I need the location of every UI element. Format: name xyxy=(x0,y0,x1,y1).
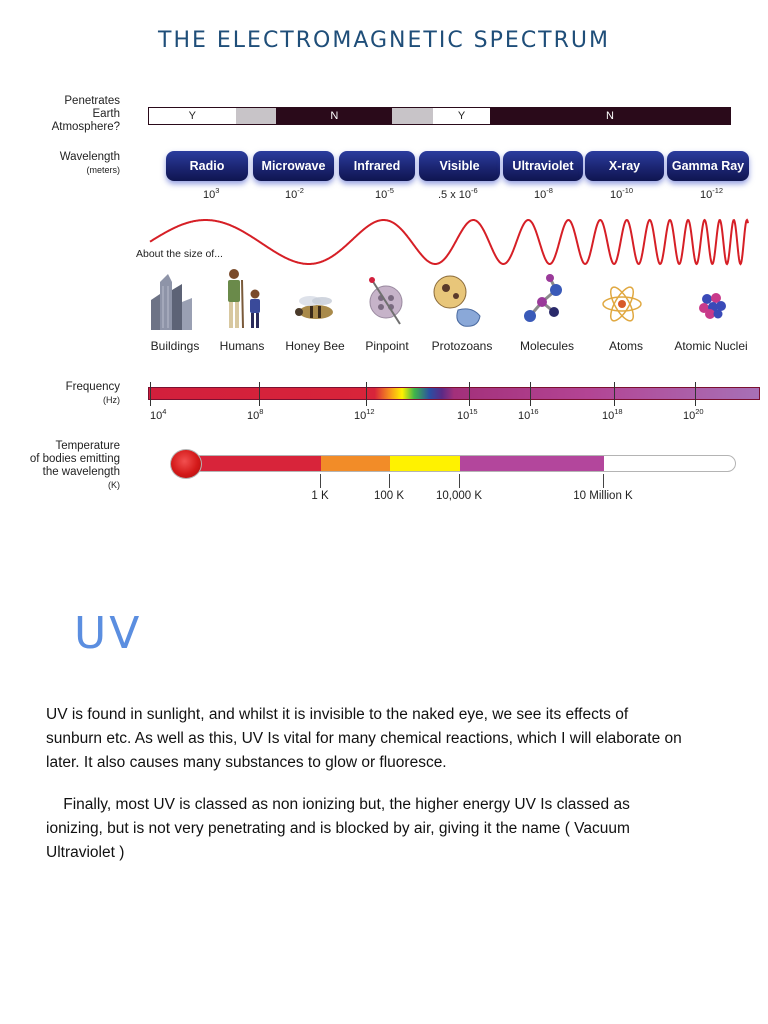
temperature-tick xyxy=(320,474,321,488)
frequency-tick xyxy=(150,382,151,406)
frequency-tick-label: $10^8$ xyxy=(247,407,264,422)
temperature-tick-label: 10,000 K xyxy=(435,490,483,502)
size-caption: Atomic Nuclei xyxy=(674,339,748,353)
frequency-tick xyxy=(366,382,367,406)
wavelength-value: $10^{-8}$ xyxy=(534,186,553,201)
thermometer-bulb xyxy=(170,449,202,479)
band-visible: Visible xyxy=(419,151,500,181)
frequency-tick-label: $10^{12}$ xyxy=(354,407,375,422)
frequency-tick-label: $10^{18}$ xyxy=(602,407,623,422)
wave-line xyxy=(150,220,748,264)
atomic-nuclei-icon xyxy=(694,286,730,322)
wavelength-value: $10^{-5}$ xyxy=(375,186,394,201)
frequency-unit: (Hz) xyxy=(103,395,120,405)
atmosphere-label-line: Penetrates xyxy=(64,95,120,107)
thermometer-fill-red xyxy=(187,456,321,471)
temperature-label-line: the wavelength xyxy=(42,466,120,478)
temperature-tick xyxy=(603,474,604,488)
temperature-label xyxy=(30,440,120,492)
about-size-label: About the size of... xyxy=(136,248,223,260)
wave-graphic xyxy=(0,200,768,280)
size-caption: Honey Bee xyxy=(285,339,345,353)
band-radio: Radio xyxy=(166,151,248,181)
molecules-icon xyxy=(520,272,568,330)
size-caption: Buildings xyxy=(150,339,200,353)
temperature-label-line: Temperature xyxy=(55,440,120,452)
frequency-tick-label: $10^4$ xyxy=(150,407,167,422)
wavelength-value: $10^{-2}$ xyxy=(285,186,304,201)
wavelength-label-text: Wavelength xyxy=(59,151,120,163)
atmosphere-label-line: Atmosphere? xyxy=(51,121,120,133)
band-microwave: Microwave xyxy=(253,151,334,181)
wavelength-value: $10^{-10}$ xyxy=(610,186,634,201)
atoms-icon xyxy=(600,282,644,326)
wavelength-value: $10^3$ xyxy=(203,186,220,201)
frequency-tick xyxy=(614,382,615,406)
page-title: THE ELECTROMAGNETIC SPECTRUM xyxy=(158,28,610,53)
thermometer-fill-purple xyxy=(460,456,604,471)
protozoans-icon xyxy=(428,270,488,332)
wavelength-value: .5 x $10^{-6}$ xyxy=(438,186,478,201)
size-caption: Protozoans xyxy=(431,339,493,353)
frequency-tick-label: $10^{20}$ xyxy=(683,407,704,422)
frequency-label xyxy=(66,381,120,407)
wavelength-unit: (meters) xyxy=(86,165,120,175)
wavelength-label xyxy=(60,151,120,177)
frequency-tick xyxy=(530,382,531,406)
humans-icon xyxy=(218,266,268,332)
frequency-tick xyxy=(469,382,470,406)
frequency-bar xyxy=(148,387,760,400)
buildings-icon xyxy=(146,272,196,332)
atmosphere-label-line: Earth xyxy=(92,108,120,120)
pinpoint-icon xyxy=(364,272,408,332)
size-caption: Atoms xyxy=(608,339,643,353)
temperature-unit: (K) xyxy=(108,480,120,490)
atmosphere-segment: Y xyxy=(433,108,490,124)
frequency-tick-label: $10^{15}$ xyxy=(457,407,478,422)
size-caption: Molecules xyxy=(519,339,575,353)
atmosphere-segment: N xyxy=(490,108,730,124)
atmosphere-segment xyxy=(392,108,433,124)
temperature-tick xyxy=(459,474,460,488)
band-gamma-ray: Gamma Ray xyxy=(667,151,749,181)
uv-heading: UV xyxy=(74,608,143,659)
honey-bee-icon xyxy=(290,290,342,326)
thermometer-fill-yellow xyxy=(390,456,460,471)
atmosphere-segment xyxy=(236,108,277,124)
temperature-label-line: of bodies emitting xyxy=(29,453,120,465)
size-caption: Pinpoint xyxy=(365,339,409,353)
atmosphere-segment: N xyxy=(276,108,392,124)
band-x-ray: X-ray xyxy=(585,151,664,181)
frequency-tick xyxy=(259,382,260,406)
atmosphere-label xyxy=(52,95,120,134)
atmosphere-bar xyxy=(148,107,731,125)
temperature-tick xyxy=(389,474,390,488)
temperature-tick-label: 1 K xyxy=(311,490,329,502)
thermometer-fill-orange xyxy=(321,456,390,471)
temperature-tick-label: 10 Million K xyxy=(573,490,633,502)
temperature-tick-label: 100 K xyxy=(373,490,405,502)
frequency-tick-label: $10^{16}$ xyxy=(518,407,539,422)
band-ultraviolet: Ultraviolet xyxy=(503,151,583,181)
atmosphere-segment: Y xyxy=(149,108,236,124)
band-infrared: Infrared xyxy=(339,151,415,181)
paragraph-1: UV is found in sunlight, and whilst it is invisible to the naked eye, we see its effects of sunburn etc. As well as this, UV Is vital for many chemical reactions, which I will elaborate on later. It also causes many substances to glow or fluoresce. xyxy=(46,706,682,771)
wavelength-value: $10^{-12}$ xyxy=(700,186,724,201)
frequency-tick xyxy=(695,382,696,406)
thermometer-tube xyxy=(186,455,736,472)
size-caption: Humans xyxy=(219,339,265,353)
paragraph-2: Finally, most UV is classed as non ionizing but, the higher energy UV Is classed as ionizing, but is not very penetrating and is blocked by air, giving it the name ( Vacuum Ultraviolet ) xyxy=(46,796,635,861)
frequency-label-text: Frequency xyxy=(65,381,120,393)
